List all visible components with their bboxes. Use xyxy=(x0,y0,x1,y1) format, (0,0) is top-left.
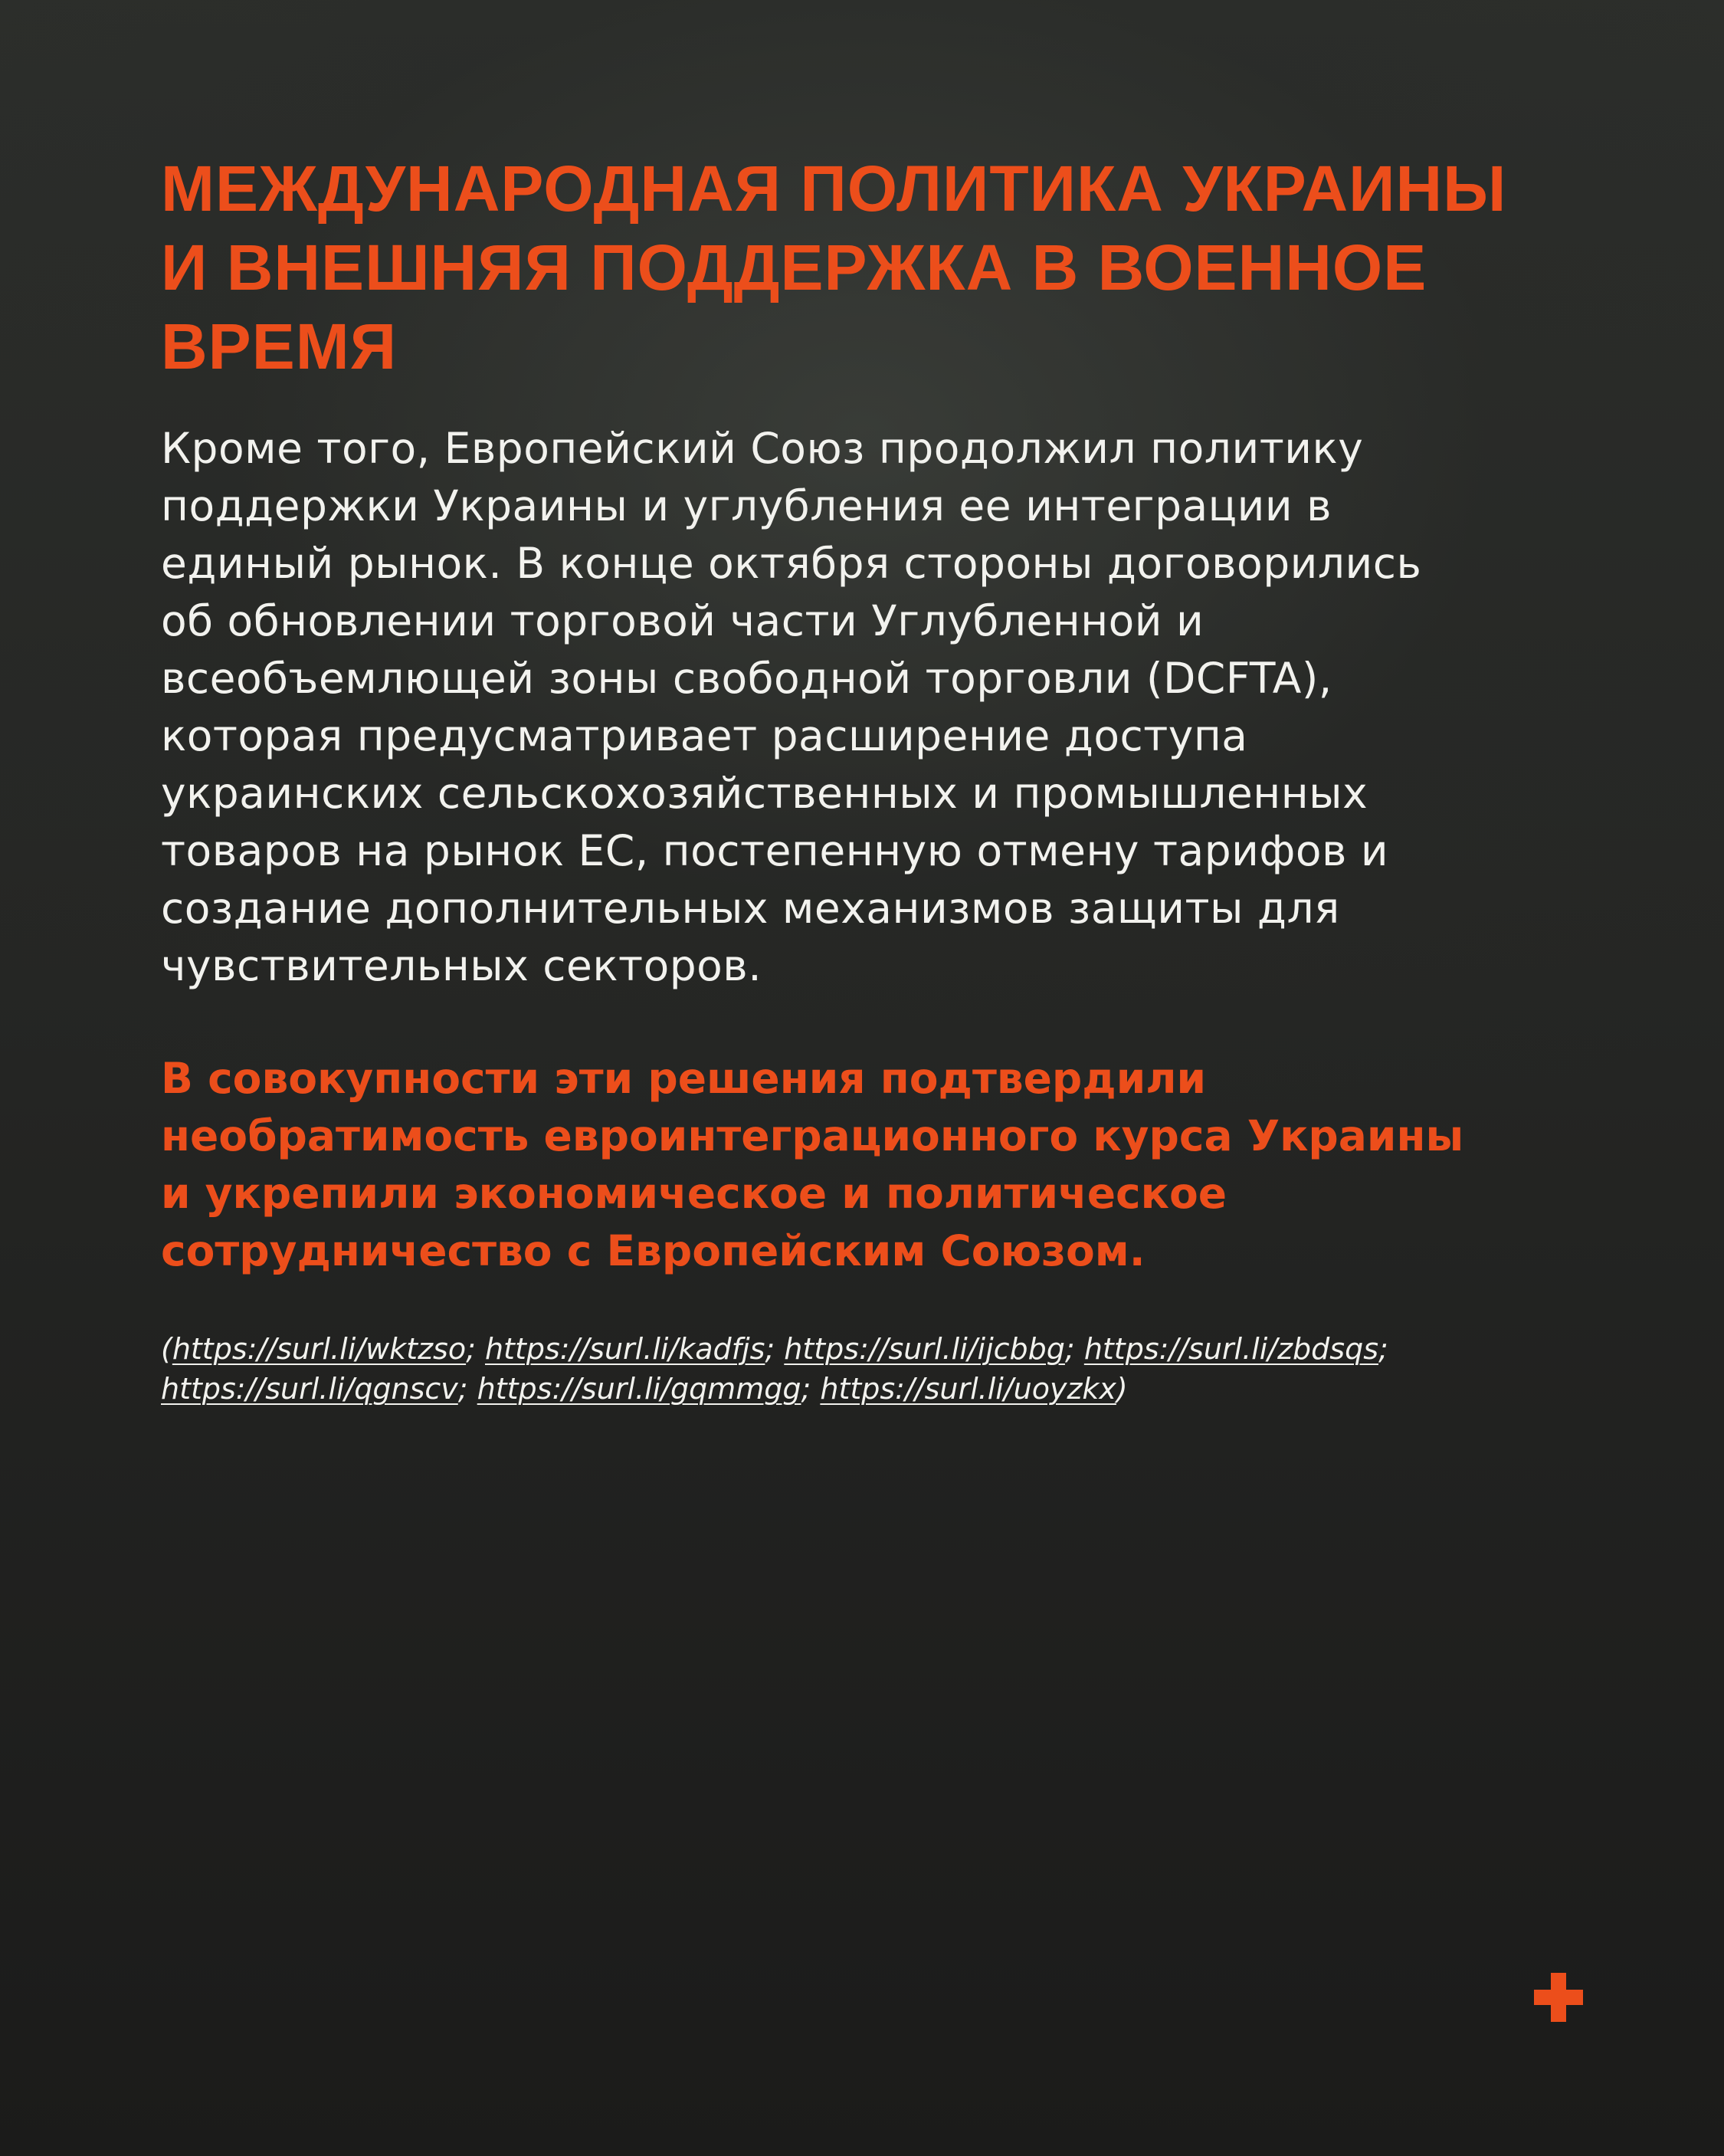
conclusion-line: и укрепили экономическое и политическое xyxy=(161,1169,1227,1218)
source-link[interactable]: https://surl.li/gqmmgg xyxy=(477,1372,801,1406)
body-line: которая предусматривает расширение доступа xyxy=(161,711,1248,760)
body-line: Кроме того, Европейский Союз продолжил политику xyxy=(161,424,1364,473)
body-line: всеобъемлющей зоны свободной торговли (DCFTA), xyxy=(161,654,1332,703)
sources-list xyxy=(161,1329,1640,1409)
source-link[interactable]: https://surl.li/qgnscv xyxy=(161,1372,458,1406)
page-title xyxy=(161,149,1640,386)
body-line: единый рынок. В конце октября стороны договорились xyxy=(161,539,1422,588)
sources-close-paren: ) xyxy=(1116,1372,1128,1406)
source-link[interactable]: https://surl.li/kadfjs xyxy=(484,1332,765,1366)
source-link[interactable]: https://surl.li/wktzso xyxy=(172,1332,467,1366)
body-line: поддержки Украины и углубления ее интеграции в xyxy=(161,481,1332,530)
plus-icon-bar xyxy=(1551,1973,1566,2022)
sources-line xyxy=(161,1369,1640,1409)
source-link[interactable]: https://surl.li/uoyzkx xyxy=(820,1372,1116,1406)
sources-open-paren: ( xyxy=(161,1332,172,1366)
sources-line xyxy=(161,1329,1640,1369)
body-paragraph xyxy=(161,420,1640,995)
source-link[interactable]: https://surl.li/zbdsqs xyxy=(1083,1332,1378,1366)
source-link[interactable]: https://surl.li/ijcbbg xyxy=(784,1332,1065,1366)
body-line: об обновлении торговой части Углубленной и xyxy=(161,596,1205,645)
title-line: МЕЖДУНАРОДНАЯ ПОЛИТИКА УКРАИНЫ xyxy=(161,153,1507,225)
body-line: создание дополнительных механизмов защиты для xyxy=(161,884,1340,933)
sources-separator: ; xyxy=(466,1332,485,1366)
plus-icon xyxy=(1534,1973,1583,2022)
sources-separator: ; xyxy=(765,1332,785,1366)
body-line: чувствительных секторов. xyxy=(161,941,762,990)
sources-separator: ; xyxy=(1378,1332,1388,1366)
conclusion-line: необратимость евроинтеграционного курса Украины xyxy=(161,1111,1464,1160)
sources-separator: ; xyxy=(801,1372,821,1406)
title-line: И ВНЕШНЯЯ ПОДДЕРЖКА В ВОЕННОЕ xyxy=(161,231,1427,304)
sources-separator: ; xyxy=(1064,1332,1084,1366)
title-line: ВРЕМЯ xyxy=(161,310,398,382)
body-line: товаров на рынок ЕС, постепенную отмену тарифов и xyxy=(161,826,1389,875)
conclusion-line: сотрудничество с Европейским Союзом. xyxy=(161,1226,1146,1275)
conclusion-line: В совокупности эти решения подтвердили xyxy=(161,1054,1207,1103)
body-line: украинских сельскохозяйственных и промышленных xyxy=(161,769,1368,818)
sources-separator: ; xyxy=(457,1372,477,1406)
conclusion-paragraph xyxy=(161,1050,1640,1280)
content-block xyxy=(161,149,1640,1409)
